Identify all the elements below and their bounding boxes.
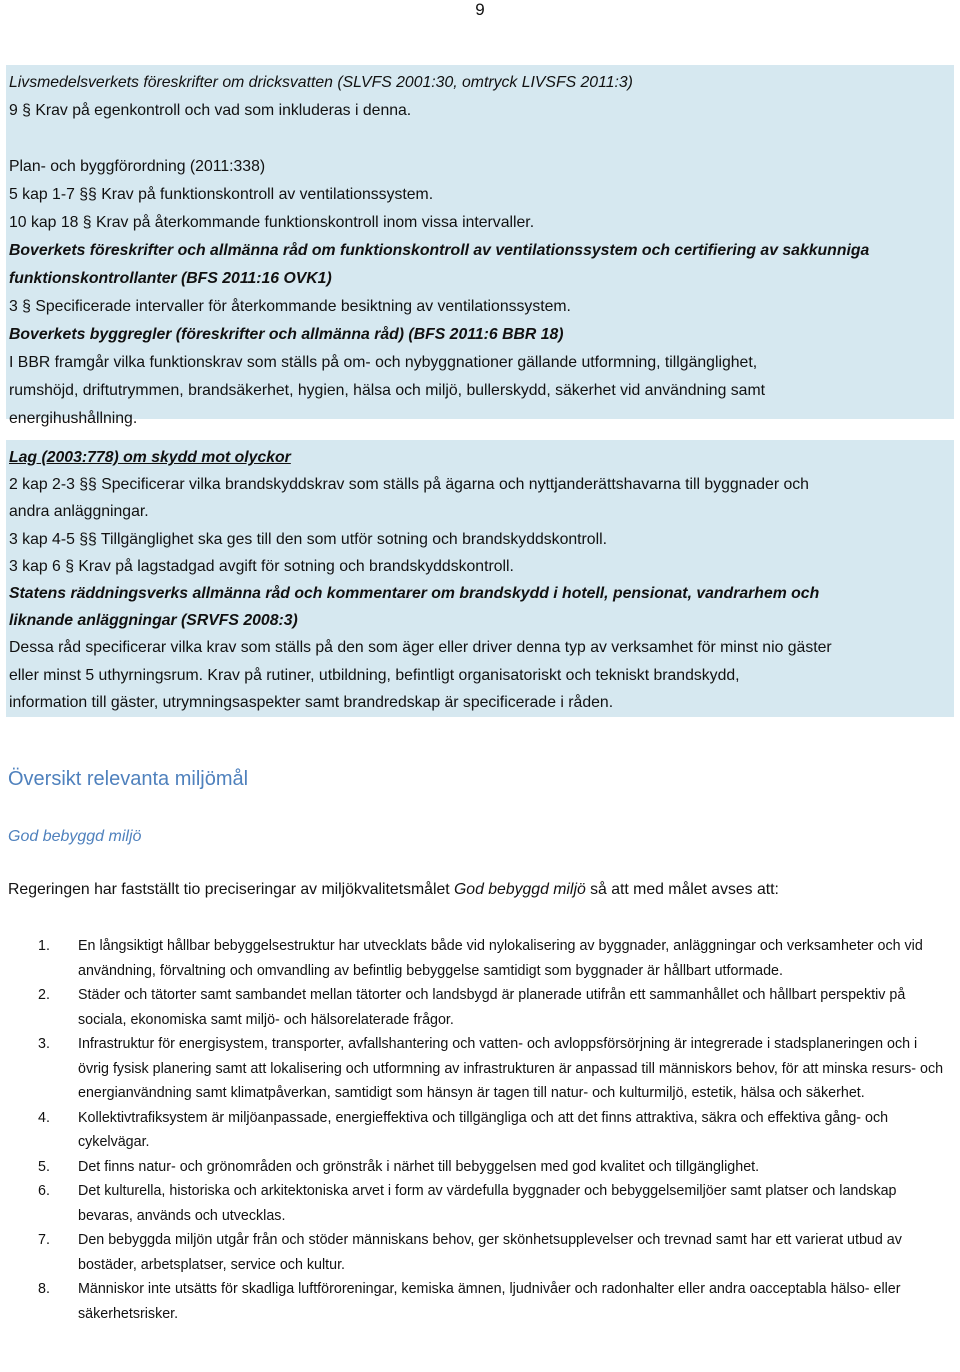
list-item [0, 1032, 950, 1106]
regulation-paragraph: 3 kap 4-5 §§ Tillgänglighet ska ges till den som utför sotning och brandskyddskontroll. [9, 530, 607, 548]
regulation-paragraph: 9 § Krav på egenkontroll och vad som inkluderas i denna. [9, 102, 412, 119]
regulation-paragraph: 5 kap 1-7 §§ Krav på funktionskontroll av ventilationssystem. [9, 186, 434, 203]
regulation-paragraph: Dessa råd specificerar vilka krav som ställs på den som äger eller driver denna typ av verksamhet för minst nio gäster [9, 639, 832, 657]
regulation-title: Boverkets byggregler (föreskrifter och allmänna råd) (BFS 2011:6 BBR 18) [9, 326, 564, 343]
regulation-title-cont: funktionskontrollanter (BFS 2011:16 OVK1) [9, 270, 332, 287]
regulation-paragraph: 3 § Specificerade intervaller för återkommande besiktning av ventilationssystem. [9, 298, 571, 315]
list-item [0, 1228, 950, 1277]
list-number: 2. [38, 987, 50, 1003]
regulation-title: Plan- och byggförordning (2011:338) [9, 158, 266, 175]
regulation-paragraph: eller minst 5 uthyrningsrum. Krav på rutiner, utbildning, befintligt organisatoriskt och tekniskt brandskydd, [9, 666, 740, 684]
intro-emphasis: God bebyggd miljö [454, 881, 586, 898]
list-item [0, 1106, 950, 1155]
list-number: 4. [38, 1109, 50, 1126]
list-text: Den bebyggda miljön utgår från och stöder människans behov, ger skönhetsupplevelser och trevnad samt har ett varierat utbud av bostäder, arbetsplatser, service och kultur. [78, 1232, 902, 1273]
regulation-title: Statens räddningsverks allmänna råd och kommentarer om brandskydd i hotell, pensionat, vandrarhem och [9, 585, 820, 603]
regulation-title: Livsmedelsverkets föreskrifter om dricksvatten (SLVFS 2001:30, omtryck LIVSFS 2011:3) [9, 74, 633, 91]
regulation-paragraph: rumshöjd, driftutrymmen, brandsäkerhet, hygien, hälsa och miljö, bullerskydd, säkerhet vid användning samt [9, 382, 765, 399]
list-item [0, 1155, 950, 1180]
list-item [0, 1277, 950, 1326]
list-number: 3. [38, 1036, 50, 1052]
page-number: 9 [475, 0, 485, 19]
regulation-title: Boverkets föreskrifter och allmänna råd om funktionskontroll av ventilationssystem och certifiering av sakkunniga [9, 242, 870, 259]
intro-paragraph [8, 881, 779, 899]
regulation-paragraph: energihushållning. [9, 410, 138, 427]
goals-list [0, 934, 950, 1326]
regulation-paragraph: information till gäster, utrymningsaspekter samt brandredskap är specificerade i råden. [9, 693, 614, 711]
regulation-title-cont: liknande anläggningar (SRVFS 2008:3) [9, 612, 298, 630]
list-number: 1. [38, 938, 50, 954]
intro-text: Regeringen har fastställt tio preciseringar av miljökvalitetsmålet [8, 881, 455, 898]
list-item [0, 934, 950, 983]
section-subheading: God bebyggd miljö [8, 828, 142, 845]
section-heading: Översikt relevanta miljömål [8, 768, 249, 790]
list-number: 5. [38, 1158, 50, 1175]
regulation-paragraph: 10 kap 18 § Krav på återkommande funktionskontroll inom vissa intervaller. [9, 214, 535, 231]
list-text: Infrastruktur för energisystem, transporter, avfallshantering och vatten- och avloppsförsörjning är integrerade i stadsplaneringen och i övrig fysisk planering samt att lokalisering och utformning av infrastrukturen är anpassad till människors behov, för att minska resurs- och energianvändning samt klimatpåverkan, samtidigt som hänsyn är tagen till natur- och kulturmiljö, estetik, hälsa och säkerhet. [78, 1036, 944, 1101]
list-number: 7. [38, 1232, 50, 1248]
regulation-paragraph: 2 kap 2-3 §§ Specificerar vilka brandskyddskrav som ställs på ägarna och nyttjanderättshavarna till byggnader och [9, 476, 809, 494]
list-item [0, 1179, 950, 1228]
list-number: 6. [38, 1183, 50, 1199]
list-text: Städer och tätorter samt sambandet mellan tätorter och landsbygd är planerade utifrån ett sammanhållet och hållbart perspektiv på sociala, ekonomiska samt miljö- och hälsorelaterade frågor. [78, 987, 906, 1028]
regulations-box-fire-safety [6, 440, 954, 717]
list-text: Kollektivtrafiksystem är miljöanpassade, energieffektiva och tillgängliga och att det finns attraktiva, säkra och effektiva gång- och cykelvägar. [78, 1109, 889, 1150]
regulation-paragraph: 3 kap 6 § Krav på lagstadgad avgift för sotning och brandskyddskontroll. [9, 557, 514, 575]
list-text: Det kulturella, historiska och arkitektoniska arvet i form av värdefulla byggnader och bebyggelsemiljöer samt platser och landskap bevaras, används och utvecklas. [78, 1183, 897, 1224]
intro-text-end: så att med målet avses att: [585, 881, 779, 898]
regulation-title: Lag (2003:778) om skydd mot olyckor [9, 449, 291, 466]
list-text: Det finns natur- och grönområden och grönstråk i närhet till bebyggelsen med god kvalitet och tillgänglighet. [78, 1158, 760, 1175]
list-number: 8. [38, 1281, 50, 1297]
regulation-paragraph: andra anläggningar. [9, 503, 149, 521]
list-item [0, 983, 950, 1032]
regulation-paragraph: I BBR framgår vilka funktionskrav som ställs på om- och nybyggnationer gällande utformning, tillgänglighet, [9, 354, 758, 371]
list-text: Människor inte utsätts för skadliga luftföroreningar, kemiska ämnen, ljudnivåer och radonhalter eller andra oacceptabla hälso- eller säkerhetsrisker. [78, 1281, 901, 1322]
spacer [9, 125, 951, 153]
list-text: En långsiktigt hållbar bebyggelsestruktur har utvecklats både vid nylokalisering av byggnader, anläggningar och verksamheter och vid användning, förvaltning och omvandling av befintlig bebyggelse samtidigt som byggnader är hållbart utformade. [78, 938, 923, 979]
regulations-box-building [6, 65, 954, 427]
